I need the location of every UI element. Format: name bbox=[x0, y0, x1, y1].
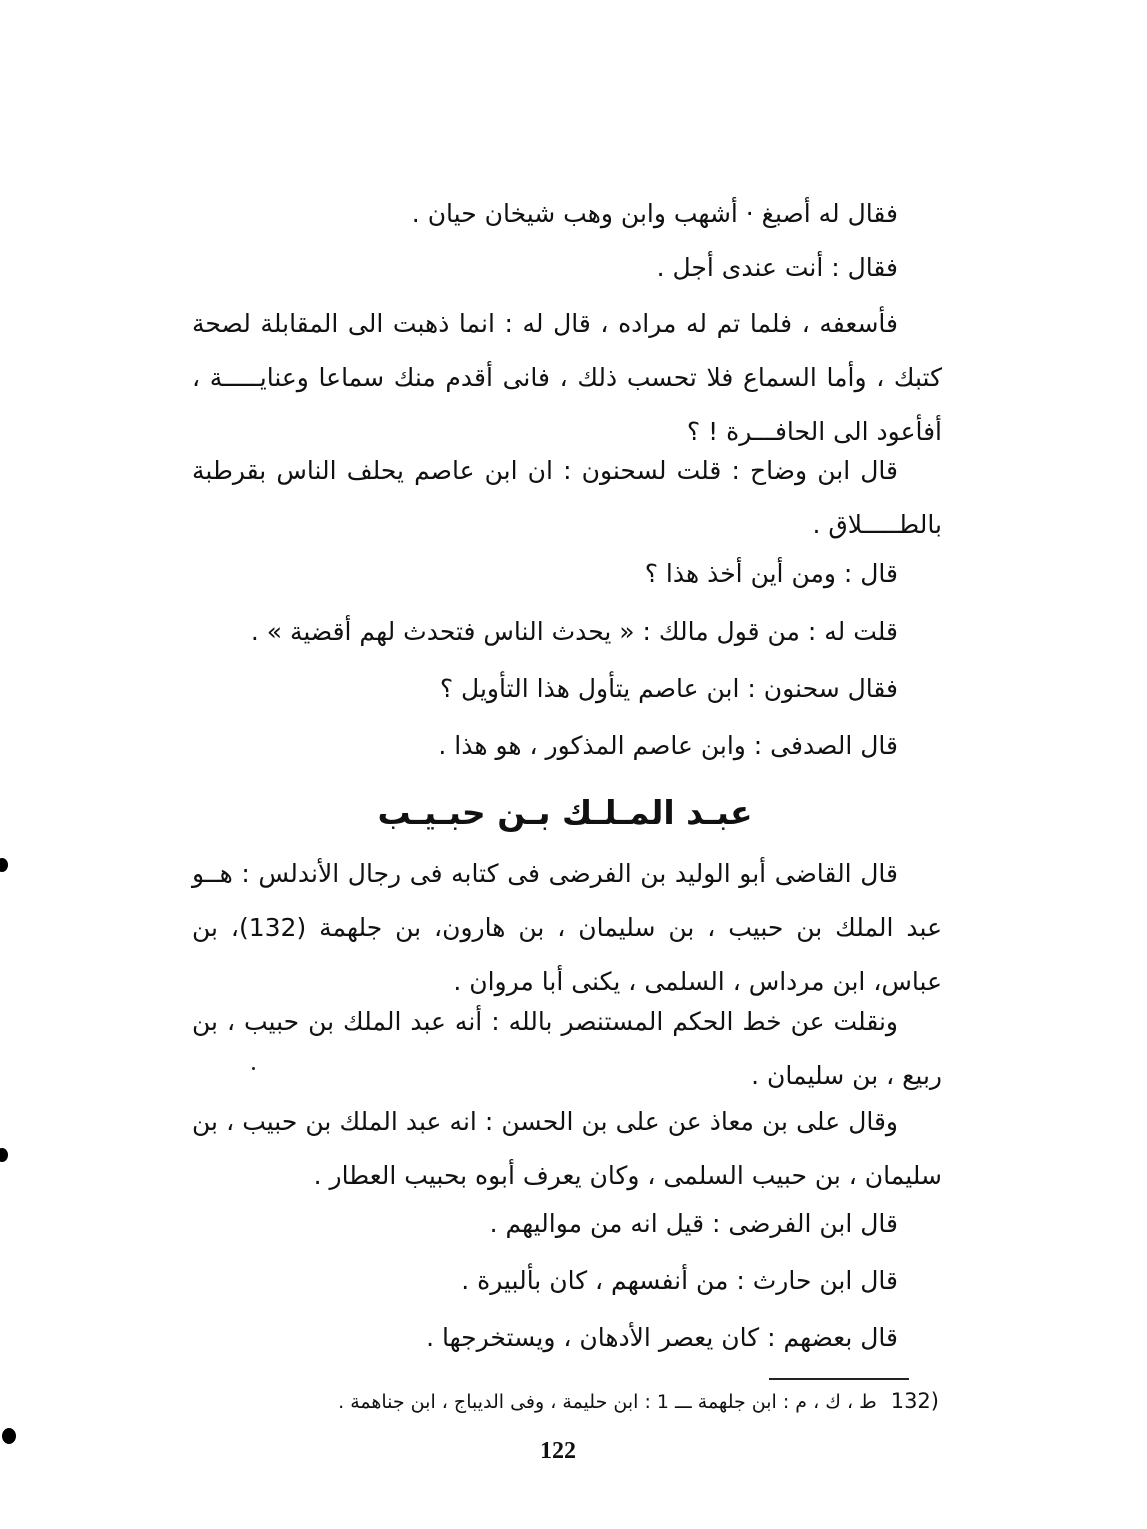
paragraph-2: فقال : أنت عندى أجل . bbox=[656, 253, 898, 282]
paragraph-4: قال ابن وضاح : قلت لسحنون : ان ابن عاصم يحلف الناس بقرطبة بالطـــــلاق . bbox=[192, 456, 942, 539]
section-paragraph-2: ونقلت عن خط الحكم المستنصر بالله : أنه عبد الملك بن حبيب ، بن ربيع ، بن سليمان . bbox=[192, 1007, 942, 1090]
scan-edge-mark bbox=[0, 858, 8, 872]
section-heading: عبـد المـلـك بـن حبـيـب bbox=[377, 793, 753, 832]
section-paragraph-4: قال ابن الفرضى : قيل انه من مواليهم . bbox=[489, 1209, 898, 1238]
footnote-divider bbox=[769, 1378, 909, 1380]
page-number: 122 bbox=[540, 1438, 576, 1464]
paragraph-5: قال : ومن أين أخذ هذا ؟ bbox=[644, 559, 898, 588]
footnote-marker: (132 bbox=[890, 1389, 939, 1413]
scan-edge-mark bbox=[2, 1428, 16, 1444]
paragraph-6: قلت له : من قول مالك : « يحدث الناس فتحدث لهم أقضية » . bbox=[250, 617, 898, 646]
section-paragraph-3: وقال على بن معاذ عن على بن الحسن : انه عبد الملك بن حبيب ، بن سليمان ، بن حبيب السلمى ، وكان يعرف أبوه بحبيب العطار . bbox=[192, 1107, 942, 1190]
section-paragraph-5: قال ابن حارث : من أنفسهم ، كان بألبيرة . bbox=[461, 1266, 898, 1295]
section-paragraph-6: قال بعضهم : كان يعصر الأدهان ، ويستخرجها . bbox=[426, 1323, 898, 1352]
scan-speck bbox=[252, 1067, 255, 1070]
scan-edge-mark bbox=[0, 1148, 8, 1162]
paragraph-3: فأسعفه ، فلما تم له مراده ، قال له : انما ذهبت الى المقابلة لصحة كتبك ، وأما السماع فلا تحسب ذلك ، فانى أقدم منك سماعا وعنايـــــة ، أفأعود الى الحافـــرة ! ؟ bbox=[192, 309, 942, 446]
paragraph-1: فقال له أصبغ · أشهب وابن وهب شيخان حيان . bbox=[411, 199, 898, 228]
paragraph-8: قال الصدفى : وابن عاصم المذكور ، هو هذا . bbox=[438, 731, 898, 760]
section-paragraph-1: قال القاضى أبو الوليد بن الفرضى فى كتابه فى رجال الأندلس : هــو عبد الملك بن حبيب ، بن سليمان ، بن هارون، بن جلهمة (132)، بن عباس، ابن مرداس ، السلمى ، يكنى أبا مروان . bbox=[192, 859, 942, 996]
footnote-text: ط ، ك ، م : ابن جلهمة ـــ 1 : ابن حليمة ، وفى الديباج ، ابن جناهمة . bbox=[338, 1391, 877, 1413]
footnote bbox=[179, 1386, 939, 1417]
paragraph-7: فقال سحنون : ابن عاصم يتأول هذا التأويل ؟ bbox=[439, 674, 898, 703]
